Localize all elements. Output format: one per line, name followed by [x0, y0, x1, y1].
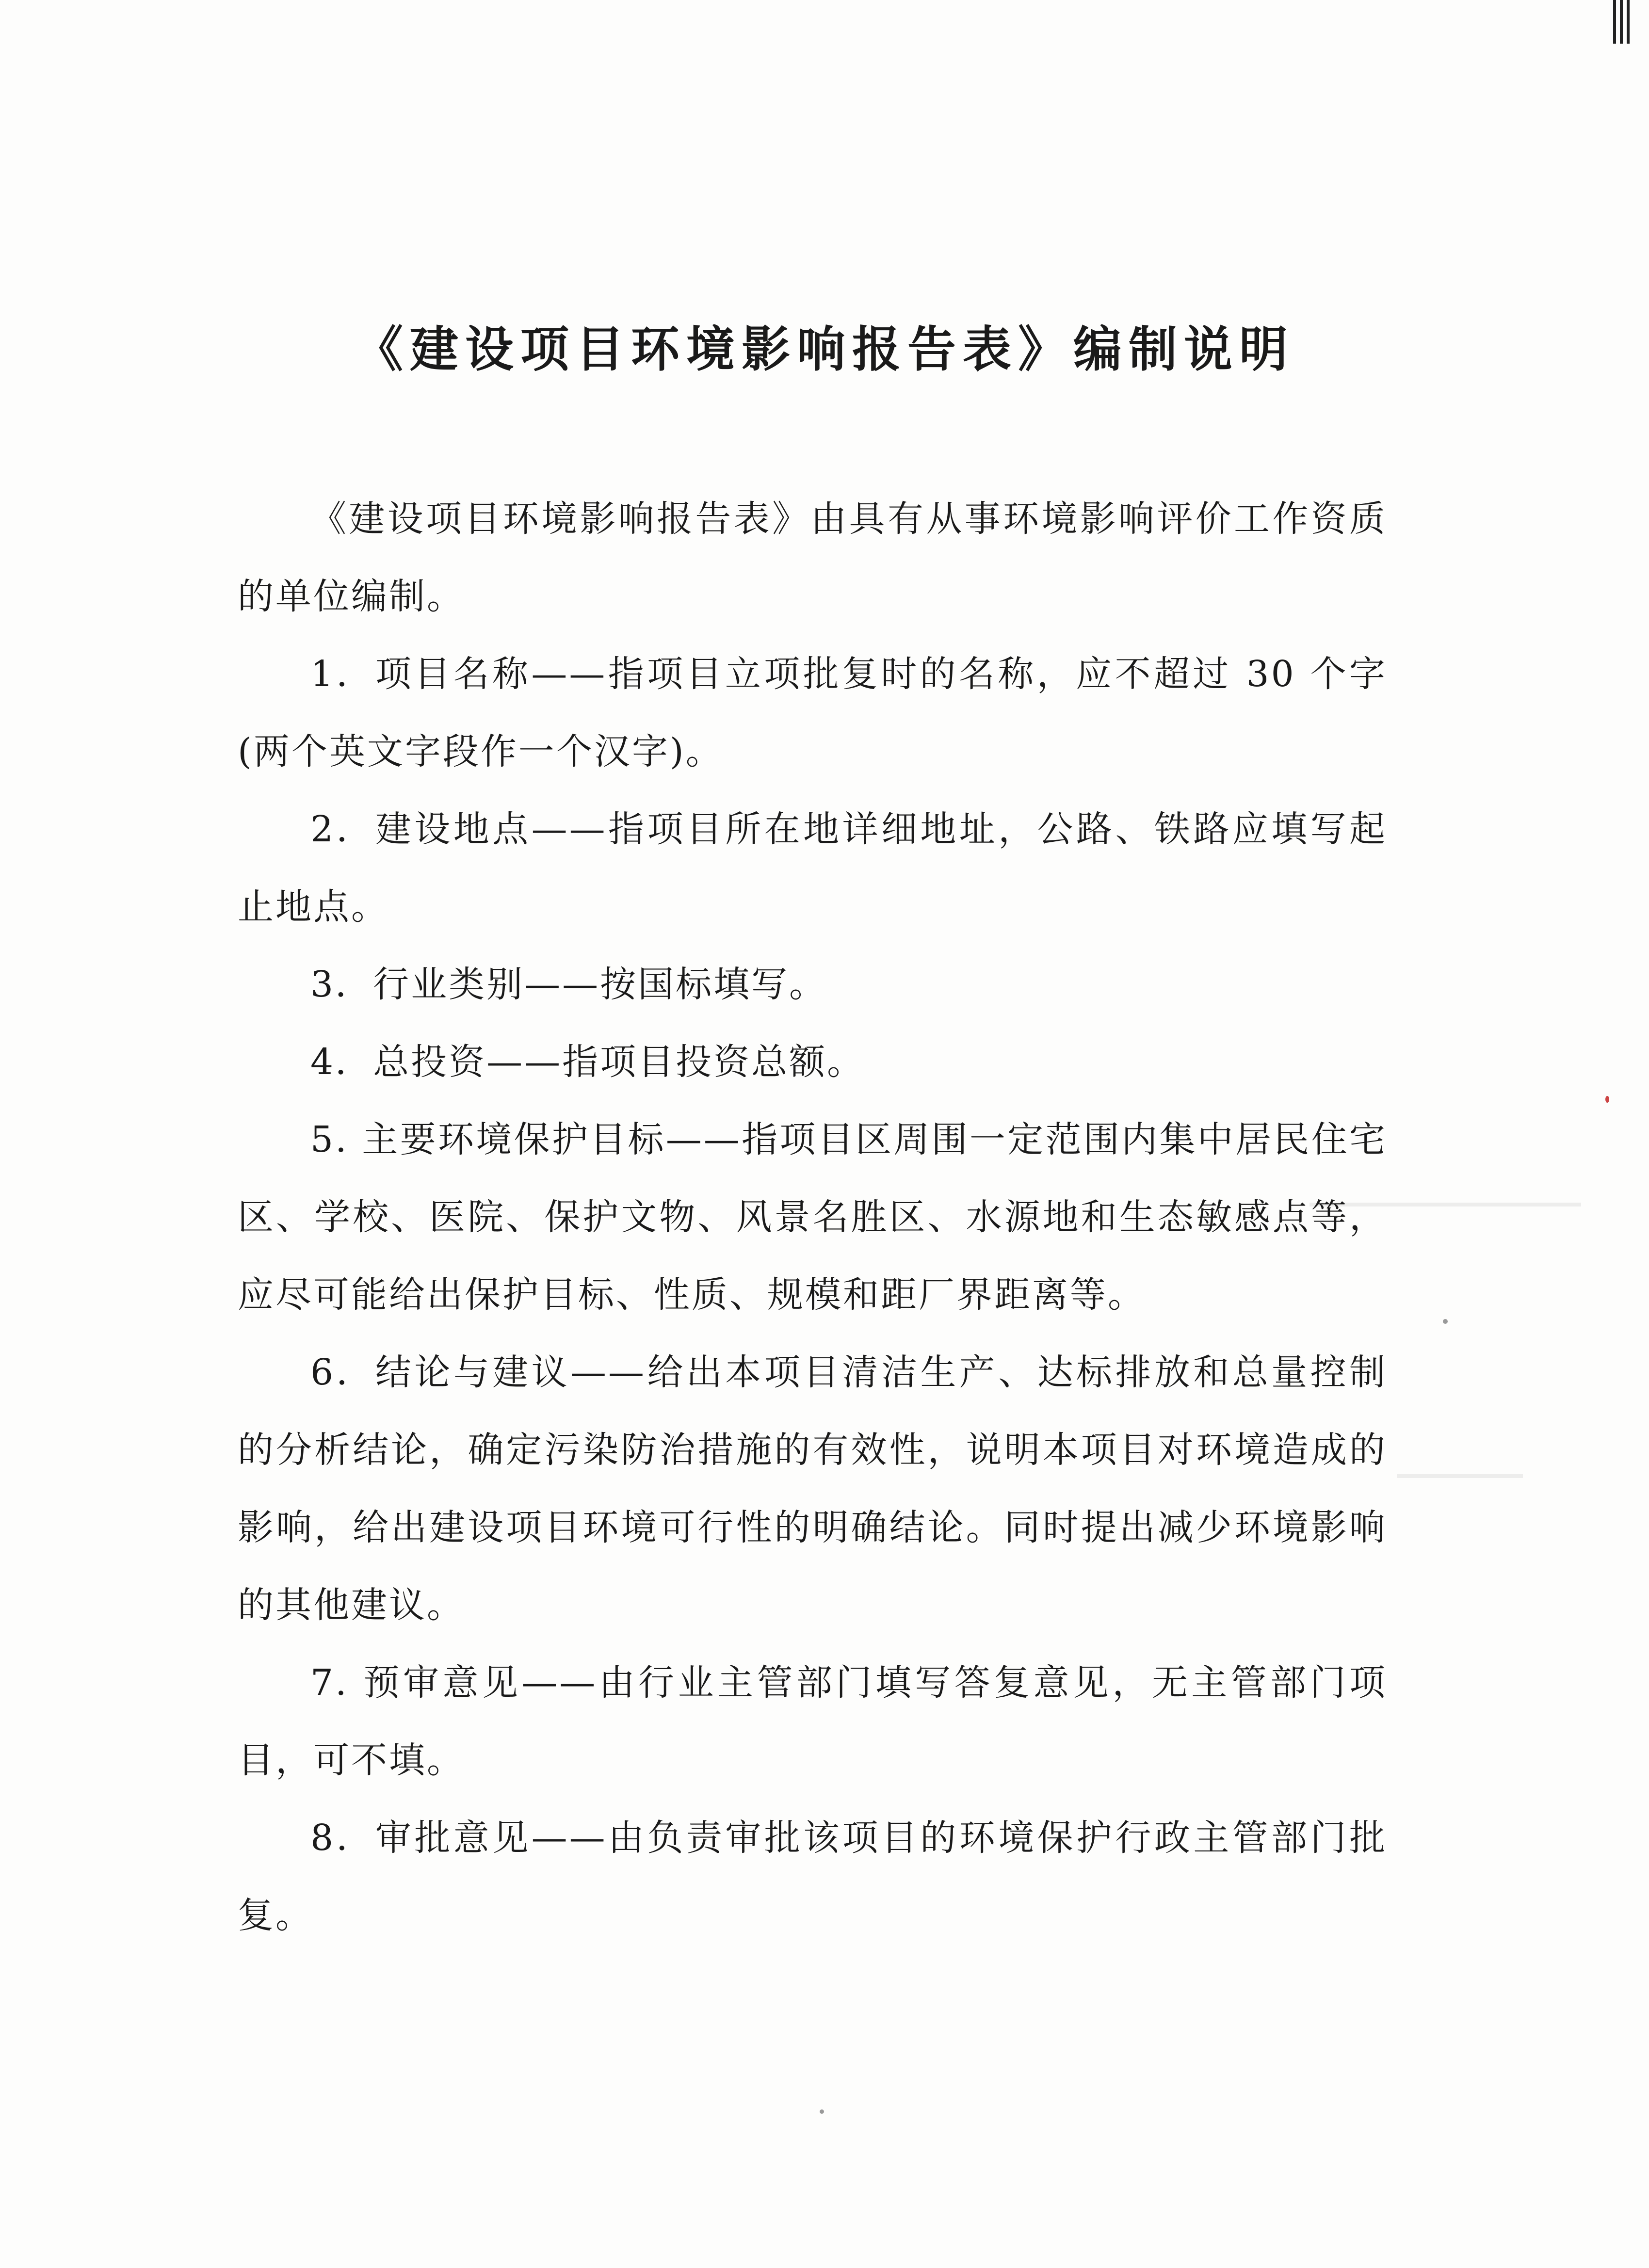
scan-edge-mark — [1620, 0, 1623, 44]
scan-edge-mark — [1613, 0, 1616, 44]
scan-speck — [820, 2109, 824, 2114]
document-body — [238, 480, 1387, 1954]
paragraph-item-6: 6．结论与建议——给出本项目清洁生产、达标排放和总量控制的分析结论，确定污染防治措施的有效性，说明本项目对环境造成的影响，给出建设项目环境可行性的明确结论。同时提出减少环境影响的其他建议。 — [238, 1351, 1387, 1626]
paragraph-item-5: 5. 主要环境保护目标——指项目区周围一定范围内集中居民住宅区、学校、医院、保护文物、风景名胜区、水源地和生态敏感点等，应尽可能给出保护目标、性质、规模和距厂界距离等。 — [238, 1119, 1387, 1316]
scan-edge-mark — [1627, 0, 1630, 44]
paragraph-item-7: 7. 预审意见——由行业主管部门填写答复意见，无主管部门项目，可不填。 — [238, 1662, 1387, 1781]
scan-speck — [1605, 1096, 1609, 1103]
paragraph-item-1: 1．项目名称——指项目立项批复时的名称，应不超过 30 个字(两个英文字段作一个汉字)。 — [238, 653, 1387, 772]
paragraph-item-8: 8．审批意见——由负责审批该项目的环境保护行政主管部门批复。 — [238, 1817, 1387, 1936]
document-title: 《建设项目环境影响报告表》编制说明 — [355, 321, 1294, 378]
show-through-line — [1397, 1474, 1523, 1478]
paragraph-item-4: 4．总投资——指项目投资总额。 — [310, 1041, 865, 1083]
paragraph-item-2: 2．建设地点——指项目所在地详细地址，公路、铁路应填写起止地点。 — [238, 808, 1387, 928]
scan-speck — [1443, 1319, 1448, 1324]
paragraph-item-3: 3．行业类别——按国标填写。 — [310, 964, 827, 1005]
paragraph-intro: 《建设项目环境影响报告表》由具有从事环境影响评价工作资质的单位编制。 — [238, 498, 1387, 617]
